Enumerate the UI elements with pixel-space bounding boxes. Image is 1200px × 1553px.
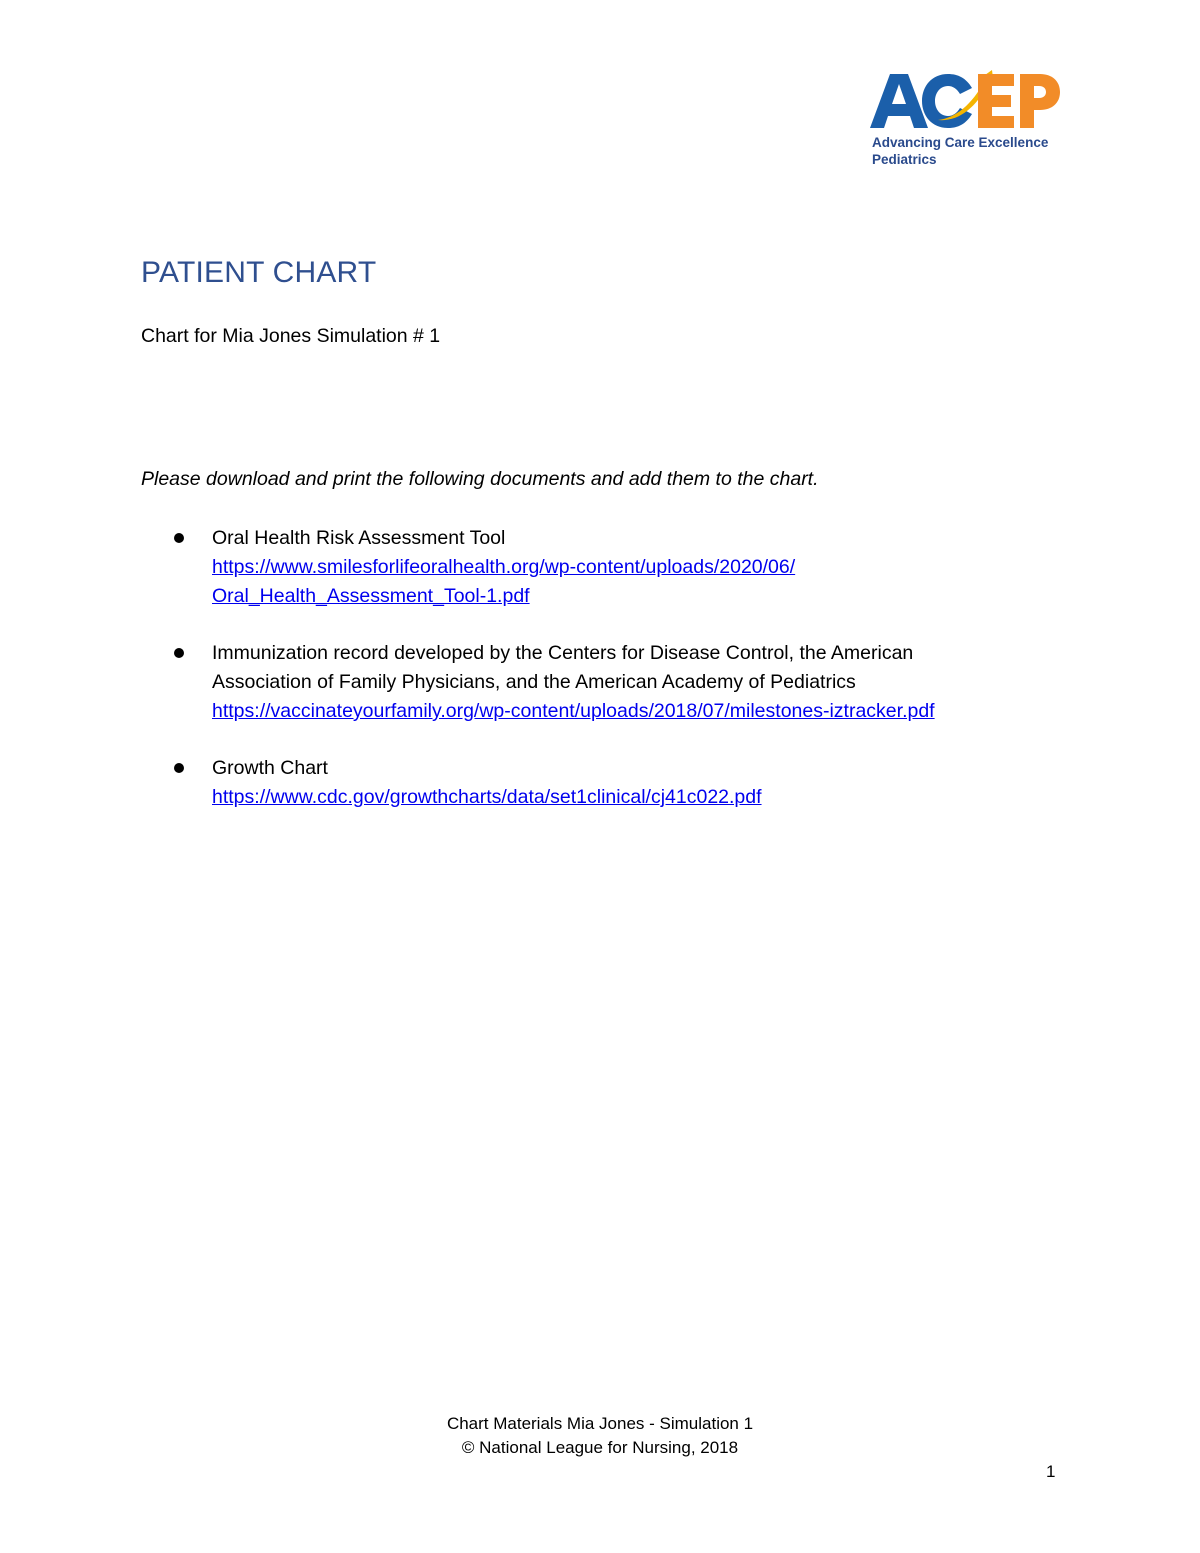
bullet-icon [174, 533, 184, 543]
document-link[interactable]: https://www.cdc.gov/growthcharts/data/set1clinical/cj41c022.pdf [212, 786, 762, 808]
document-link[interactable]: Oral_Health_Assessment_Tool-1.pdf [212, 585, 530, 607]
page-footer [0, 1412, 1200, 1460]
document-title-continued: Association of Family Physicians, and the American Academy of Pediatrics [212, 671, 856, 693]
page-number: 1 [1046, 1462, 1056, 1481]
bullet-icon [174, 763, 184, 773]
footer-line1: Chart Materials Mia Jones - Simulation 1 [446, 1414, 754, 1433]
document-title: Immunization record developed by the Centers for Disease Control, the American [212, 642, 914, 664]
list-item-growth-chart [141, 754, 1081, 812]
document-list [141, 524, 1081, 840]
logo-tagline [872, 134, 1048, 168]
list-item-immunization [141, 639, 1081, 726]
list-item-oral-health [141, 524, 1081, 611]
acep-logo-mark [868, 66, 1068, 132]
document-link[interactable]: https://vaccinateyourfamily.org/wp-content/uploads/2018/07/milestones-iztracker.pdf [212, 700, 935, 722]
document-title: Oral Health Risk Assessment Tool [212, 527, 506, 549]
chart-subtitle: Chart for Mia Jones Simulation # 1 [141, 325, 441, 347]
acep-logo [868, 66, 1068, 176]
footer-copyright: © National League for Nursing, 2018 [461, 1438, 739, 1457]
logo-tagline-line2: Pediatrics [872, 152, 937, 167]
document-title: Growth Chart [212, 757, 328, 779]
instruction-text: Please download and print the following documents and add them to the chart. [141, 468, 819, 490]
logo-tagline-line1: Advancing Care Excellence [872, 135, 1049, 150]
bullet-icon [174, 648, 184, 658]
document-link[interactable]: https://www.smilesforlifeoralhealth.org/wp-content/uploads/2020/06/ [212, 556, 796, 578]
page-title: PATIENT CHART [141, 256, 377, 289]
